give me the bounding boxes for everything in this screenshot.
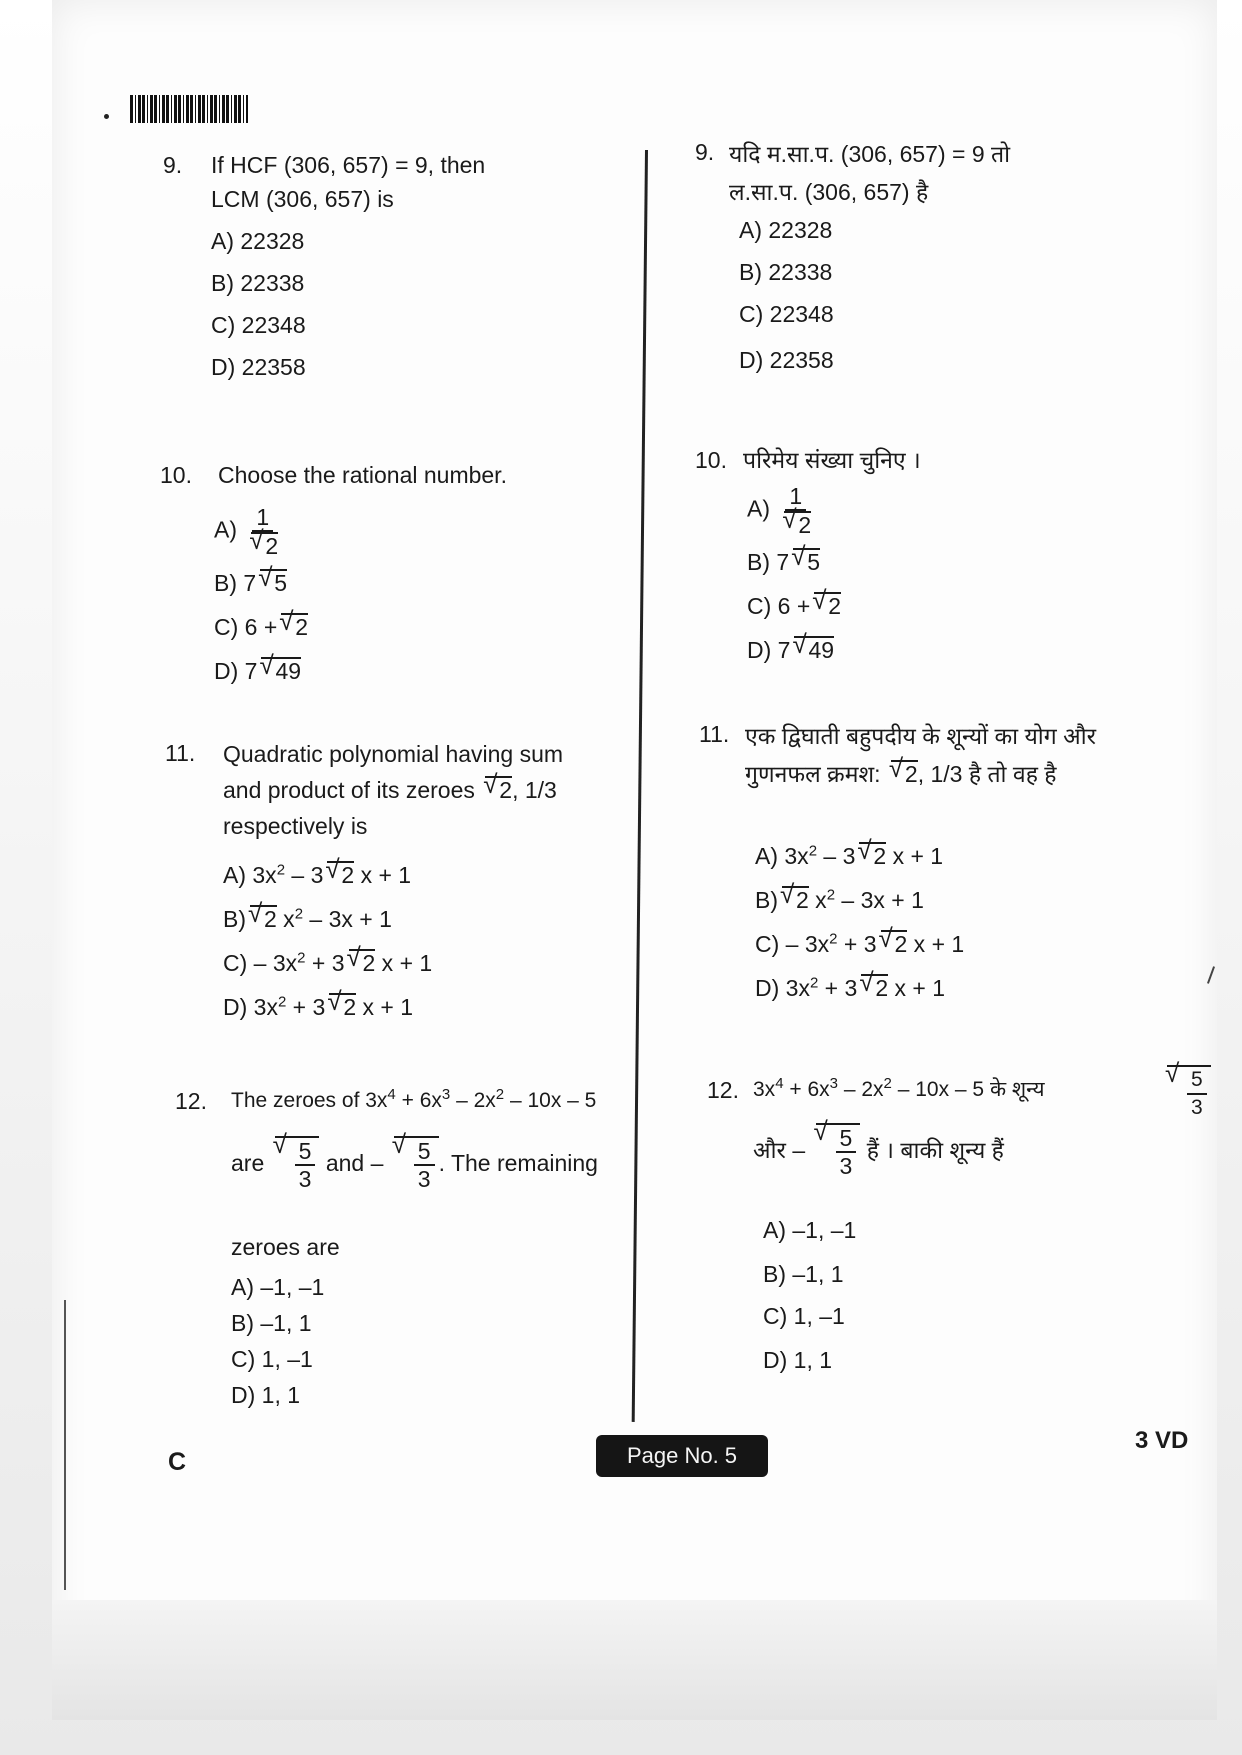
sqrt: √ 2 [782,886,809,912]
sqrt: √ 49 [261,657,301,683]
fraction: √ $\frac{5}{3}$ [1187,1067,1207,1121]
option-a[interactable]: A) 22328 [739,217,833,243]
option-a[interactable]: A) –1, –1 [763,1217,857,1243]
sqrt: √ 2 [861,974,888,1000]
option-c[interactable]: C) 6 +√ 2 [747,591,841,621]
option-a[interactable]: A) $3x^2 - 3√$ 2 x + 1 [755,841,943,871]
fraction: √ $\frac{5}{3}$ [295,1138,316,1192]
option-a[interactable]: A) 1 √ 2 [747,483,815,538]
fraction: √ $\frac{5}{3}$ [836,1125,857,1179]
sqrt: √ 2 [329,993,356,1019]
sqrt: √ 5 [793,548,820,574]
sqrt [1167,1065,1211,1121]
fraction: √ $\frac{5}{3}$ [414,1138,435,1192]
option-b[interactable]: B) 7√ 5 [214,568,287,598]
option-a[interactable]: A) 22328 [211,228,305,254]
sqrt: √ 2 [349,949,376,975]
option-d[interactable]: D) $3x^2 + 3√$ 2 x + 1 [223,992,413,1022]
option-b[interactable]: B)√ 2 $x^2 - 3x + 1$ [223,904,392,934]
sqrt [816,1123,861,1179]
option-d[interactable]: D) 7√ 49 [747,635,834,665]
page-number-badge: Page No. 5 [596,1435,768,1477]
option-b[interactable]: B) –1, 1 [231,1310,312,1336]
dot-mark [104,114,109,119]
option-c[interactable]: C) 1, –1 [763,1303,845,1329]
option-c[interactable]: C) 22348 [739,301,834,327]
option-a[interactable]: A) $3x^2 - 3√$ 2 x + 1 [223,860,411,890]
fraction: 1 √ 2 [780,483,811,538]
option-d[interactable]: D) $3x^2 + 3√$ 2 x + 1 [755,973,945,1003]
option-c[interactable]: $C) - 3x^2 + 3√$ 2 x + 1 [223,948,432,978]
exam-page: 9. If HCF (306, 657) = 9, then LCM (306, 657) is A) 22328 B) 22338 C) 22348 D) 22358 10. Choose the rational number. A) 1 √ 2 B) 7√ 5 C) 6 +√ 2 D) 7√ 49 11. Quadratic polynomial having sum and product of its zeroes √ 2, 1/3 respectively is A) $3x^2 - 3√$ 2 x + 1 B)√ 2 $x^2 - 3x + 1$ $C) - 3x^2 + 3√$ 2 x + 1 D) $3x^2 + 3√$ 2 x + 1 12. The zeroes of $3x^4 + 6x^3 - 2x^2 - 10x - 5$ are √ $\frac{5}{3}$ and – √ $\frac{5}{3}$ . The remaining zeroes are A) –1, –1 B) –1, 1 C) 1, –1 D) 1, 1 9. यदि म.सा.प. (306, 657) = 9 तो ल.सा.प. (306, 657) है A) 22328 B) 22338 C) 22348 D) 22358 10. परिमेय संख्या चुनिए । A) 1 √ 2 B) 7√ 5 C) 6 +√ 2 D) 7√ 49 11. एक द्विघाती बहुपदीय के शून्यों का योग और गुणनफल क्रमश: √ 2, 1/3 है तो वह है A) $3x^2 - 3√$ 2 x + 1 B)√ 2 $x^2 - 3x + 1$ $C) - 3x^2 + 3√$ 2 x + 1 D) $3x^2 + 3√$ 2 x + 1 12. $3x^4 + 6x^3 - 2x^2 - 10x - 5$ के शून्य √ $\frac{5}{3}$ और – √ $\frac{5}{3}$ हैं । बाकी शून्य हैं A) –1, –1 B) –1, 1 C) 1, –1 D) 1, 1 C Page No. 5 3 VD [0,0,1242,1755]
sqrt: √ 2 [881,930,908,956]
sqrt: √ 2 [859,842,886,868]
option-c[interactable]: C) 22348 [211,312,306,338]
paper-bottom-shadow [52,1600,1217,1720]
binding-edge [64,1300,66,1590]
option-c[interactable]: C) 6 +√ 2 [214,612,308,642]
fraction: 1 √ 2 [247,504,278,559]
set-code: 3 VD [1135,1427,1189,1454]
sqrt [275,1136,320,1192]
series-code: C [168,1448,187,1476]
option-d[interactable]: D) 22358 [739,347,834,373]
sqrt: √ 2 [485,776,512,802]
sqrt: √ 2 [251,532,278,558]
option-d[interactable]: D) 1, 1 [231,1382,301,1408]
sqrt: √ 2 [891,760,918,786]
option-b[interactable]: B) –1, 1 [763,1261,844,1287]
option-a[interactable]: A) –1, –1 [231,1274,325,1300]
option-b[interactable]: B)√ 2 $x^2 - 3x + 1$ [755,885,924,915]
barcode [130,95,248,123]
option-d[interactable]: D) 22358 [211,354,306,380]
sqrt: √ 2 [250,905,277,931]
option-d[interactable]: D) 1, 1 [763,1347,833,1373]
sqrt: √ 2 [327,861,354,887]
sqrt: √ 2 [784,511,811,537]
option-d[interactable]: D) 7√ 49 [214,656,301,686]
sqrt: √ 2 [281,613,308,639]
sqrt: √ 2 [814,592,841,618]
option-a[interactable]: A) 1 √ 2 [214,504,282,559]
option-b[interactable]: B) 7√ 5 [747,547,820,577]
option-c[interactable]: C) 1, –1 [231,1346,313,1372]
sqrt: √ 5 [260,569,287,595]
sqrt [394,1136,439,1192]
sqrt: √ 49 [794,636,834,662]
option-b[interactable]: B) 22338 [739,259,833,285]
option-b[interactable]: B) 22338 [211,270,305,296]
option-c[interactable]: $C) - 3x^2 + 3√$ 2 x + 1 [755,929,964,959]
